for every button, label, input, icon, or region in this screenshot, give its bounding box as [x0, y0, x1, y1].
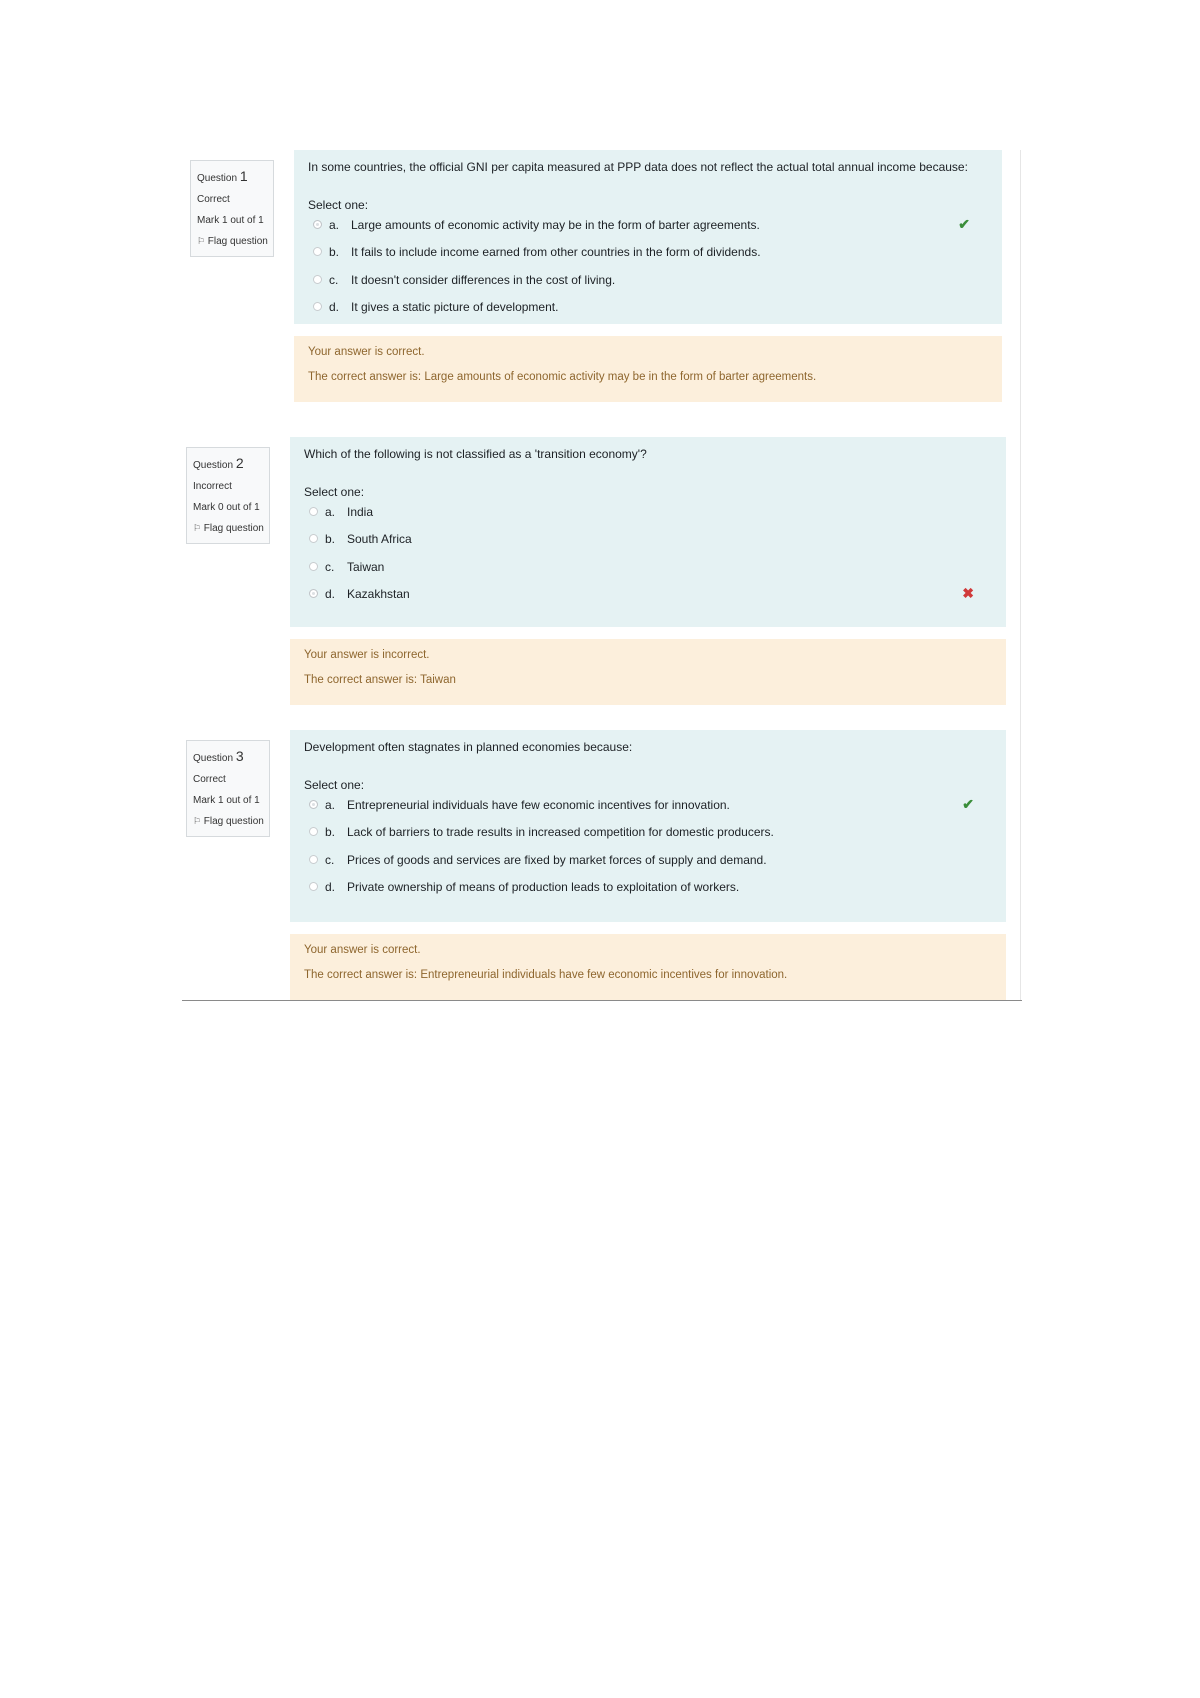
correct-check-icon: ✔ [962, 796, 974, 812]
question-info [186, 447, 270, 544]
incorrect-cross-icon: ✖ [962, 585, 974, 602]
question-grade: Mark 1 out of 1 [193, 795, 260, 806]
question-text: Development often stagnates in planned economies because: [304, 740, 633, 754]
question-number: Question 1 [197, 168, 248, 184]
radio-button[interactable] [313, 275, 322, 284]
flag-icon: ⚐ [197, 236, 206, 246]
question-formulation [294, 150, 1002, 324]
radio-button[interactable] [309, 827, 318, 836]
question-outcome [290, 934, 1006, 1001]
answer-option-a[interactable]: a. India [304, 505, 992, 532]
answer-option-c[interactable]: c. It doesn't consider differences in the cost of living. [308, 273, 988, 300]
question-info [190, 160, 274, 257]
radio-button[interactable] [313, 247, 322, 256]
feedback-text: Your answer is incorrect. [304, 649, 430, 661]
flag-icon: ⚐ [193, 523, 202, 533]
flag-question-link[interactable]: ⚐ Flag question [197, 231, 267, 252]
radio-button[interactable] [309, 562, 318, 571]
answer-option-b[interactable]: b. It fails to include income earned from other countries in the form of dividends. [308, 245, 988, 272]
select-one-prompt: Select one: [308, 198, 369, 212]
answer-option-b[interactable]: b. South Africa [304, 532, 992, 559]
radio-button[interactable] [309, 882, 318, 891]
answer-option-d[interactable]: d. Kazakhstan ✖ [304, 587, 992, 614]
question-formulation [290, 730, 1006, 922]
question-state: Incorrect [193, 481, 232, 492]
question-outcome [294, 336, 1002, 402]
quiz-review-screenshot [182, 150, 1022, 1001]
radio-button[interactable] [309, 800, 318, 809]
question-number: Question 2 [193, 455, 244, 471]
flag-icon: ⚐ [193, 816, 202, 826]
question-text: In some countries, the official GNI per capita measured at PPP data does not reflect the actual total annual income because: [308, 160, 968, 174]
feedback-text: Your answer is correct. [304, 944, 421, 956]
select-one-prompt: Select one: [304, 778, 365, 792]
question-state: Correct [197, 194, 230, 205]
flag-question-link[interactable]: ⚐ Flag question [193, 811, 263, 832]
question-info [186, 740, 270, 837]
right-answer-text: The correct answer is: Large amounts of economic activity may be in the form of barter agreements. [308, 371, 817, 383]
radio-button[interactable] [313, 220, 322, 229]
right-answer-text: The correct answer is: Taiwan [304, 674, 456, 686]
radio-button[interactable] [309, 589, 318, 598]
flag-question-link[interactable]: ⚐ Flag question [193, 518, 263, 539]
question-grade: Mark 0 out of 1 [193, 502, 260, 513]
question-grade: Mark 1 out of 1 [197, 215, 264, 226]
answer-option-c[interactable]: c. Taiwan [304, 560, 992, 587]
select-one-prompt: Select one: [304, 485, 365, 499]
radio-button[interactable] [309, 507, 318, 516]
correct-check-icon: ✔ [958, 216, 970, 232]
question-formulation [290, 437, 1006, 627]
answer-option-d[interactable]: d. It gives a static picture of development. [308, 300, 988, 327]
answer-option-a[interactable]: a. Entrepreneurial individuals have few economic incentives for innovation. ✔ [304, 798, 992, 825]
feedback-text: Your answer is correct. [308, 346, 425, 358]
question-text: Which of the following is not classified as a 'transition economy'? [304, 447, 647, 461]
answer-option-d[interactable]: d. Private ownership of means of production leads to exploitation of workers. [304, 880, 992, 907]
question-number: Question 3 [193, 748, 244, 764]
question-state: Correct [193, 774, 226, 785]
radio-button[interactable] [309, 534, 318, 543]
radio-button[interactable] [309, 855, 318, 864]
question-outcome [290, 639, 1006, 705]
right-edge-divider [1020, 150, 1021, 1000]
right-answer-text: The correct answer is: Entrepreneurial individuals have few economic incentives for innovation. [304, 969, 788, 981]
answer-option-b[interactable]: b. Lack of barriers to trade results in increased competition for domestic producers. [304, 825, 992, 852]
answer-option-a[interactable]: a. Large amounts of economic activity may be in the form of barter agreements. ✔ [308, 218, 988, 245]
answer-option-c[interactable]: c. Prices of goods and services are fixed by market forces of supply and demand. [304, 853, 992, 880]
radio-button[interactable] [313, 302, 322, 311]
